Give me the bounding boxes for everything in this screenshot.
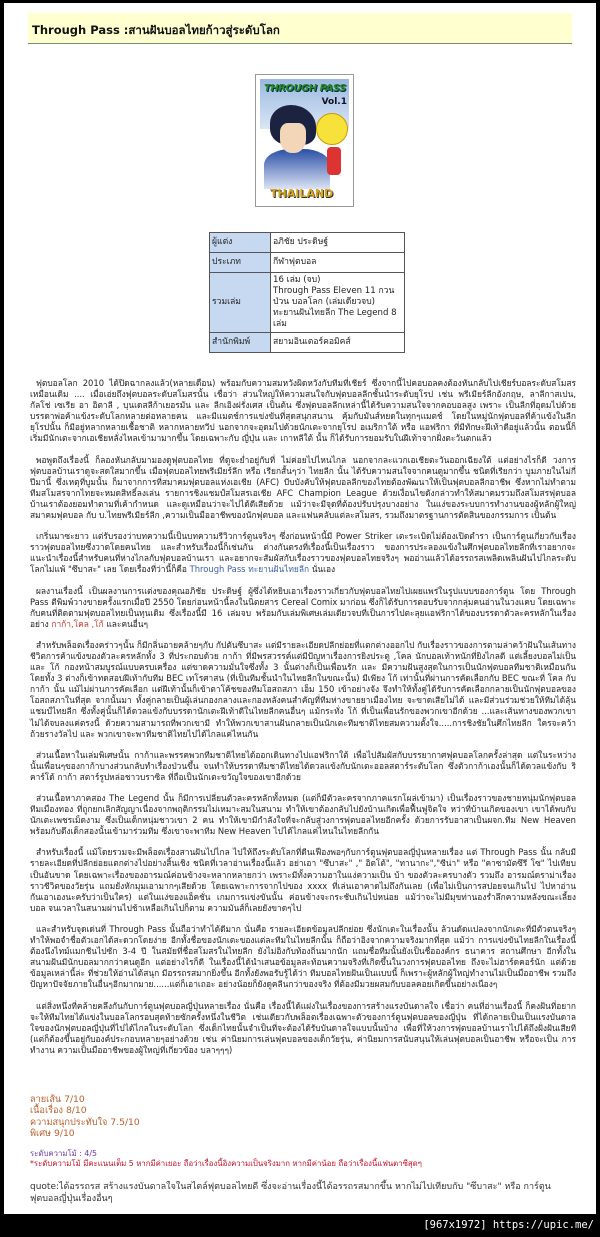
realism-rating xyxy=(30,1149,422,1169)
paragraph: แต่สิ่งหนึ่งที่คล้ายคลึงกันกับการ์ตูนฟุตบอลญี่ปุ่นหลายเรื่อง นั่นคือ เรื่องนี้ได้แฝงในเรื่องของการสร้างแรงบันดาลใจ เชื่อว่า คนที่อ่านเรื่องนี้ ก็คงฝันที่อยากจะให้ทีมไทยได้แข่งในบอลโลกรอบสุดท้ายซักครั้งหนึ่งในชีวิต เช่นเดียวกับพล็อตเรื่องเฉพาะตัวของการ์ตูนฟุตบอลของญี่ปุ่น ที่ได้กลายเป็นเป็นแรงบันดาลใจของนักฟุตบอลญี่ปุ่นที่ไปได้ไกลในระดับโลก ซึ่งเด็กไทยนั้นจำเป็นที่จะต้องได้รับบันดาลใจแบบนั้นบ้าง เพื่อที่ให้วงการฟุตบอลบ้านเราไปได้ถึงฝั่งฝันเสียที (แต่ก็ต้องขึ้นอยู่กับองค์ประกอบหลายๆอย่างด้วย เช่น ค่านิยมการเล่นฟุตบอลของเด็กวัยรุ่น, ค่านิยมการสนับสนุนให้เล่นฟุตบอลเป็นอาชีพ หรือจะเป็น การทำงาน ความเป็นมืออาชีพของผู้ใหญ่ที่เกี่ยวข้อง บลาๆๆๆ) xyxy=(30,1000,576,1055)
article-body xyxy=(30,378,576,1066)
paragraph-text: และคนอื่นๆ xyxy=(103,618,149,629)
paragraph: ฟุตบอลโลก 2010 ได้ปิดฉากลงแล้ว(หลายเดือน) พร้อมกับความสมหวังผิดหวังกับทีมที่เชียร์ ซึ่งจากนี้ไปคอบอลคงต้องหันกลับไปเชียร์บอลระดับสโมสรเหมือนเดิม .... เมื่อเอ่ยถึงฟุตบอลระดับสโมสรนั้น เชื่อว่า ส่วนใหญ่ให้ความสนใจกับฟุตบอลลีกชั้นนำระดับยุโรป เช่น พรีเมียร์ลีกอังกฤษ, ลาลีกาสเปน, กัลโช่ เซเรีย อา อิตาลี , บุนเดสลีก้าเยอรมัน และ ลีกเอิงฝรั่งเศส เป็นต้น ซึ่งฟุตบอลลีกเหล่านี้ได้รับความสนใจจากคอบอลสูง เพราะ เป็นลีกที่อุดมไปด้วยบรรดาพ่อค้าแข้งระดับโลกหลายต่อหลายคน และมีแมตช์การแข่งขันที่สุดสนุกสนาน คุ้มกับมันส์หยดในทุกๆแมตช์ โดยในหมู่นักฟุตบอลที่ค้าแข้งในลีกยุโรปนั้น ก็มีอยู่หลากหลายเชื้อชาติ หลากหลายทวีป นอกจากจะอุดมไปด้วยนักเตะจากยุโรป อเมริกาใต้ หรือ แอฟริกา ที่มีทักษะฝีเท้าดีอยู่แล้วนั้น ตอนนี้ก็เริ่มมีนักเตะจากเอเชียหลั่งไหลเข้ามามากขึ้น โดยเฉพาะกับ ญี่ปุ่น และ เกาหลีใต้ นั้น ก็ได้รับการยอมรับในฝีเท้าจากฝั่งตะวันตกแล้ว xyxy=(30,378,576,444)
paragraph: สำหรับเรื่องนี้ แม้โดยรวมจะมีพล็อตเรื่องสานฝันไปไกล ไปให้ถึงระดับโลกที่ดีนเฟืองพอๆกับการ์ตูนฟุตบอลญี่ปุ่นหลายเรื่อง แต่ Through Pass นั้น กลับมีรายละเอียดที่ปลีกย่อยแตกต่างไปอย่างสิ้นเชิง ชนิดที่เวลาอ่านเรื่องนี้แล้ว อย่าเอา "ซึบาสะ" ," อิตโต้", "ทานากะ","ซีน่า" หรือ "คาซามัตซึรี โซ" ไปเทียบเป็นอันขาด โดยเฉพาะเรื่องของอารมณ์ค่อนข้างจะหลากหลายกว่า เพราะมีทั้งความฮาในแง่ความเป็น บ้า ของตัวละครบางตัว รวมถึง อารมณ์ดราม่าเรื่องราวชีวิตของวัยรุ่น แถมยังหักมุมเอามากๆเสียด้วย โดยเฉพาะการจากไปของ xxxx ที่เล่นเอาคาดไม่ถึงกันเลย (เพื่อไม่เป็นการสปอยจนเกินไป ไปหาอ่านกันเอาเองนะครับว่าเป็นใคร) แต่ในแง่ของแอ็คชั่น เกมการแข่งขันนั้น ค่อนข้างจะกระชับเกินไปหน่อย แม้ว่าจะไม่มีมุขท่านองร่ำลึกความหลังขณะเลี้ยงบอล จนเวลาในสนามผ่านไปช้าเหลือเกินไปก็ตาม ความมันส์ก็เลยยังขาดๆไป xyxy=(30,847,576,913)
cover-player xyxy=(327,147,341,175)
book-cover-image xyxy=(255,74,354,207)
info-row-volumes xyxy=(210,273,405,333)
info-value: อภิชัย ประดิษฐ์ xyxy=(271,233,405,253)
cover-volume: Vol.1 xyxy=(321,97,347,107)
article-header xyxy=(28,13,572,44)
paragraph-text: เกริ่นมาซะยาว แต่รับรองว่าบทความนี้เป็นบทความรีวิวการ์ตูนจริงๆ ซึ่งก่อนหน้านี้มี Power Striker เตะระเบิดไม่ต้องเปิดตำรา เป็นการ์ตูนเกี่ยวกับเรื่องราวฟุตบอลไทยซึ่งวาดโดยคนไทย และสำหรับเรื่องนี้ก็เช่นกัน ต่างกันตรงที่เรื่องนี้เป็นเรื่องราว ของการประลองแข้งในศึกฟุตบอลไทยลีกที่เราอยากจะแนะนำเรื่องนี้สำหรับคนที่ห่างไกลกับฟุตบอลบ้านเรา และอยากจะสัมผัสกับเรื่องราวของฟุตบอลไทยจริงๆ พออ่านแล้วได้อรรถรสเพลิดเพลินฝันไปไกลระดับโลกไม่แพ้ "ซึบาสะ" เลย โดยเรื่องที่ว่านี้ก็คือ xyxy=(30,531,576,575)
summary-quote: quote:ได้อรรถรส สร้างแรงบันดาลใจในสไตล์ฟุตบอลไทยดี ซึ่งจะอ่านเรื่องนี้ได้อรรถรสมากขึ้น หากไม่ไปเทียบกับ "ซึบาสะ" หรือ การ์ตูนฟุตบอลญี่ปุ่นเรื่องอื่นๆ xyxy=(30,1182,551,1204)
cover-character-face xyxy=(280,123,306,153)
cover-character-body xyxy=(264,149,330,189)
rating-special: พิเศษ 9/10 xyxy=(30,1127,75,1139)
paragraph: ส่วนเนื้อหาในเล่มพิเศษนั้น กาก้าและพรรคพวกทีมชาติไทยได้ออกเดินทางไปแอฟริกาใต้ เพื่อไปสัมผัสกับบรรยากาศฟุตบอลโลกครั้งล่าสุด แต่ในระหว่างนั้นเพื่อนๆของกาก้าบางส่วนกลับทำเรื่องป่วนขึ้น จนทำให้บรรดาทีมชาติไทยได้ดวลแข้งกับนักเตะออลสตาร์ระดับโลก ซึ่งตัวกาก้าเองนั้นก็ได้ดวลแข้งกับ ริคาร์โด้ กาก้า สตาร์รูปหล่อชาวบราซิล ที่ถือเป็นนักเตะขวัญใจของเขาอีกด้วย xyxy=(30,749,576,782)
paragraph-text: นั่นเอง xyxy=(309,564,336,575)
info-row-genre xyxy=(210,253,405,273)
rating-story: เนื้อเรื่อง 8/10 xyxy=(30,1105,87,1117)
info-value: กีฬาฟุตบอล xyxy=(271,253,405,273)
title-link[interactable]: Through Pass ทะยานฝันไทยลีก xyxy=(189,564,310,575)
paragraph: สำหรับพล็อตเรื่องคร่าวๆนั้น ก็มีกลิ่นอายคล้ายๆกับ กัปตันซึบาสะ แต่มีรายละเอียดปลีกย่อยที่แตกต่างออกไป กับเรื่องราวของการตามล่าคว้าฝันในเส้นทางชีวิตการค้าแข้งของตัวละครหลักทั้ง 3 ที่ประกอบด้วย กาก้า ที่มีพรสวรรค์แต่มีปัญหาเรื่องการยิงประตู ,โคล นักบอลเท้าหนักที่ยิงไกลดี แต่เลี้ยงบอลไม่เป็น และ โก้ กองหน้าสมบูรณ์แบบครบเครื่อง แต่ขาดความมั่นใจซึ่งทั้ง 3 นั้นต่างก็เป็นเพื่อนรัก และ มีความฝันสูงสุดในการเป็นนักฟุตบอลทีมชาติเหมือนกัน โดยทั้ง 3 ต่างก็เข้าทดสอบฝีเท้ากับทีม BEC เทโรศาสน (ที่เป็นทีมชั้นนำในไทยลีกในขณะนั้น) มีเพียง โก้ เท่านั้นที่ผ่านการคัดเลือกกับ BEC ขณะที่ โคล กับ กาก้า นั้น แม้ไม่ผ่านการคัดเลือก แต่ฝีเท้านั้นก็เข้าตาโค้ชของทีมโอสถสภา เอ็ม 150 เข้าอย่างจัง จึงทำให้ทั้งคู่ได้รับการคัดเลือกกลายเป็นนักฟุตบอลของโอสถสภาในที่สุด จากนั้นมา ทั้งคู่กลายเป็นผู้เล่นกองกลางและกองหลังคนสำคัญที่ทีมห่างขายยาเมืองไทย จะขาดเสียไม่ได้ และมีส่วนร่วมช่วยให้ทีมได้ลุ้นแชมป์ไทยลีก ซึ่งทั้งคู่นั้นก็ได้ดวลแข้งกับบรรดานักเตะฝีเท้าดีในไทยลีกคนอื่นๆ แม้กระทั่ง โก้ ที่เป็นเพื่อนรักของพวกเขาอีกด้วย ...และเส้นทางของพวกเขาไม่ได้จบลงแค่ตรงนี้ ด้วยความสามารถที่พวกเขามี ทำให้พวกเขาสานฝันกลายเป็นนักเตะทีมชาติไทยสมความตั้งใจ.....การชิงชัยในศึกไทยลีก ใครจะคว้าถ้วยรางวัลไป และ พวกเขาจะพาทีมชาติไทยไปได้ไกลแค่ไหนกัน xyxy=(30,639,576,739)
cover-bottom-logo: THAILAND xyxy=(270,187,334,200)
paragraph xyxy=(30,586,576,630)
info-key: รวมเล่ม xyxy=(210,273,271,333)
realism-note: *ระดับความโม้ มีคะแนนเต็ม 5 หากมีค่าเยอะ ถือว่าเรื่องนี้อิงความเป็นจริงมาก หากมีค่าน้อย ถือว่าเรื่องนี้แฟนตาซีสุดๆ xyxy=(30,1159,422,1168)
info-key: สำนักพิมพ์ xyxy=(210,333,271,353)
info-value: สยามอินเตอร์คอมิคส์ xyxy=(271,333,405,353)
image-host-footer: [967x1972] https://upic.me/ xyxy=(423,1219,594,1231)
paragraph: ส่วนเนื้อหาภาคสอง The Legend นั้น ก็มีการเปลี่ยนตัวละครหลักทั้งหมด (แต่ก็มีตัวละครจากภาคแรกโผล่เข้ามา) เป็นเรื่องราวของชายหนุ่มนักฟุตบอลทีมเมืองทอง ที่ถูกยกเลิกสัญญาเนื่องจากพฤติกรรมไม่เหมาะสมในสนาม ทำให้เขาต้องกลับไปยังบ้านเกิดเพื่อฟื้นฟูจิตใจ หว่าที่บ้านเกิดของเขา เขาได้พบกับนักเตะเพชรเม็ดงาม ซึ่งเป็นเด็กหนุ่มชาวเขา 2 คน ทำให้เขามีกำลังใจที่จะกลับสู่วงการฟุตบอลไทยอีกครั้ง ด้วยการรับอาสาเป็นผจก.ทีม New Heaven พร้อมกับดึงเด็กสองนั้นเข้ามาร่วมทีม ซึ่งเขาจะพาทีม New Heaven ไปได้ไกลแค่ไหนในไทยลีกกัน xyxy=(30,793,576,837)
rating-art: ลายเส้น 7/10 xyxy=(30,1094,85,1105)
info-key: ประเภท xyxy=(210,253,271,273)
info-row-publisher xyxy=(210,333,405,353)
info-value-line: 16 เล่ม (จบ) xyxy=(273,275,321,285)
info-key: ผู้แต่ง xyxy=(210,233,271,253)
info-value xyxy=(271,273,405,333)
rating-fun: ความสนุกประทับใจ 7.5/10 xyxy=(30,1116,140,1128)
article-title: Through Pass :สานฝันบอลไทยก้าวสู่ระดับโลก xyxy=(32,23,280,37)
book-info-table xyxy=(209,232,405,353)
info-value-line: Through Pass Eleven 11 กวนป่วน บอลโลก (เล่มเดียวจบ) xyxy=(273,286,395,307)
cover-badge xyxy=(316,113,348,145)
paragraph: พอพูดถึงเรื่องนี้ ก็ลองหันกลับมามองดูฟุตบอลไทย ที่ดูจะย่ำอยู่กับที่ ไม่ค่อยไปไหนไกล นอกจากละแวกเอเชียตะวันออกเฉียงใต้ แต่อย่างไรก็ดี วงการฟุตบอลบ้านเราดูจะสดใสมากขึ้น เมื่อฟุตบอลไทยพรีเมียร์ลีก หรือ เรียกสั้นๆว่า ไทยลีก นั้น ได้รับความสนใจจากคนดูมากขึ้น ชนิดที่เรียกว่า บูมภายในไม่กี่ปีมานี้ ซึ่งเหตุที่บูมนั้น ก็มาจากการที่สมาคมฟุตบอลแห่งเอเชีย (AFC) บีบบังคับให้ฟุตบอลลีกของไทยต้องพัฒนาให้เป็นฟุตบอลลีกอาชีพ ซึ่งหากไม่ทำตาม ทีมสโมสรจากไทยจะหมดสิทธิ์ลงเล่น รายการชิงแชมป์สโมสรเอเชีย AFC Champion League ด้วยเงื่อนไขดังกล่าวทำให้สมาคมรวมถึงสโมสรฟุตบอลบ้านเราต้องยอมทำตามที่เค้ากำหนด และดูเหมือนว่าจะไปได้ดีเสียด้วย แม้ว่าจะมีจุดที่ต้องปรับปรุงบางอย่าง ในแง่ของระบบการทำงานของผู้หลักผู้ใหญ่สมาคมฟุตบอล กับ บ.ไทยพรีเมียร์ลีก ,ความเป็นมืออาชีพของนักฟุตบอล และแฟนคลับแต่ละสโมสร, รวมถึงมาตรฐานการตัดสินของกรรมการ เป็นต้น xyxy=(30,454,576,521)
paragraph-text: ผลงานเรื่องนี้ เป็นผลงานการแต่งของคุณอภิชัย ประดิษฐ์ ผู้ซึ่งได้หยิบเอาเรื่องราวเกี่ยวกับฟุตบอลไทยไปเผยแพร่ในรูปแบบของการ์ตูน โดย Through Pass ตีพิมพ์วางขายครั้งแรกเมื่อปี 2550 โดยก่อนหน้านี้ลงในนิตยสาร Cereal Comix มาก่อน ซึ่งก็ได้รับการตอบรับจากกลุ่มคนอ่านในวงแคบ โดยเฉพาะกับคนที่ติดตามฟุตบอลไทยเป็นทุนเดิม ซึ่งเรื่องนี้มี 16 เล่มจบ พร้อมกับเล่มพิเศษเล่มเดียวจบที่เป็นการไปตะลุยแอฟริกาได้ของบรรดาตัวละครหลักในเรื่องอย่าง xyxy=(30,585,576,629)
character-names: กาก้า,โคล ,โก้ xyxy=(51,618,104,629)
paragraph: และสำหรับจุดเด่นที่ Through Pass นั้นถือว่าทำได้ดีมาก นั่นคือ รายละเอียดข้อมูลปลีกย่อย ซึ่งนักเตะในเรื่องนั้น ล้วนดัดแปลงจากนักเตะที่มีตัวตนจริงๆ ทำให้พอจำชื่อตัวเอกได้สะดวกโดยง่าย อีกทั้งชื่อของนักเตะของแต่ละทีมในไทยลีกนั้น ก็ถือว่าอิงจากความจริงมากที่สุด แม้ว่า การแข่งขันไทยลีกในเรื่องนี้ต้องนึงไทม์แมกชีนไปซัก 3-4 ปี ในสมัยที่ชื่อสโมสรในไทยลีก ยังไม่อิงกับท้องถิ่นมากนัก แถมชื่อทีมนั้นยังเป็นชื่อองค์กร ธนาคาร สถานศึกษา อีกทั้งในสนามฝันมีนักบอลมากกว่าคนดูอีก แต่อย่างไรก็ดี ในเรื่องนี้ได้นำเสนอข้อมูลสะท้อนความจริงที่เกิดขึ้นในวงการฟุตบอลไทย ถึงจะไม่ฮาร์ดคอร์นัก แต่ด้วยข้อมูลเหล่านี้ล่ะ ที่ช่วยให้อ่านได้สนุก มีอรรถรสมากยิ่งขึ้น อีกทั้งยังพอรับรู้ได้ว่า ทีมบอลไทยฝันเป็นแบบนี้ ก็เพราะผู้หลักผู้ใหญ่ทำงานไม่เป็นมืออาชีพ รวมถึงปัญหาปัจจัยภายในอื่นๆอีกมากมาย......แต่ก็เอาเถอะ อย่างน้อยก็ยังดูคลีนกว่าของจริง ที่ต้องมีมวยผสมกับบอลคอยเกิดขึ้นอย่างเนืองๆ xyxy=(30,923,576,990)
article-page xyxy=(4,3,596,1214)
ratings-list xyxy=(30,1094,140,1139)
realism-level: ระดับความโม้ : 4/5 xyxy=(30,1149,97,1158)
cover-logo: THROUGH PASS xyxy=(264,83,346,94)
info-row-author xyxy=(210,233,405,253)
paragraph xyxy=(30,531,576,575)
info-value-line: ทะยานฝันไทยลีก The Legend 8 เล่ม xyxy=(273,308,397,329)
